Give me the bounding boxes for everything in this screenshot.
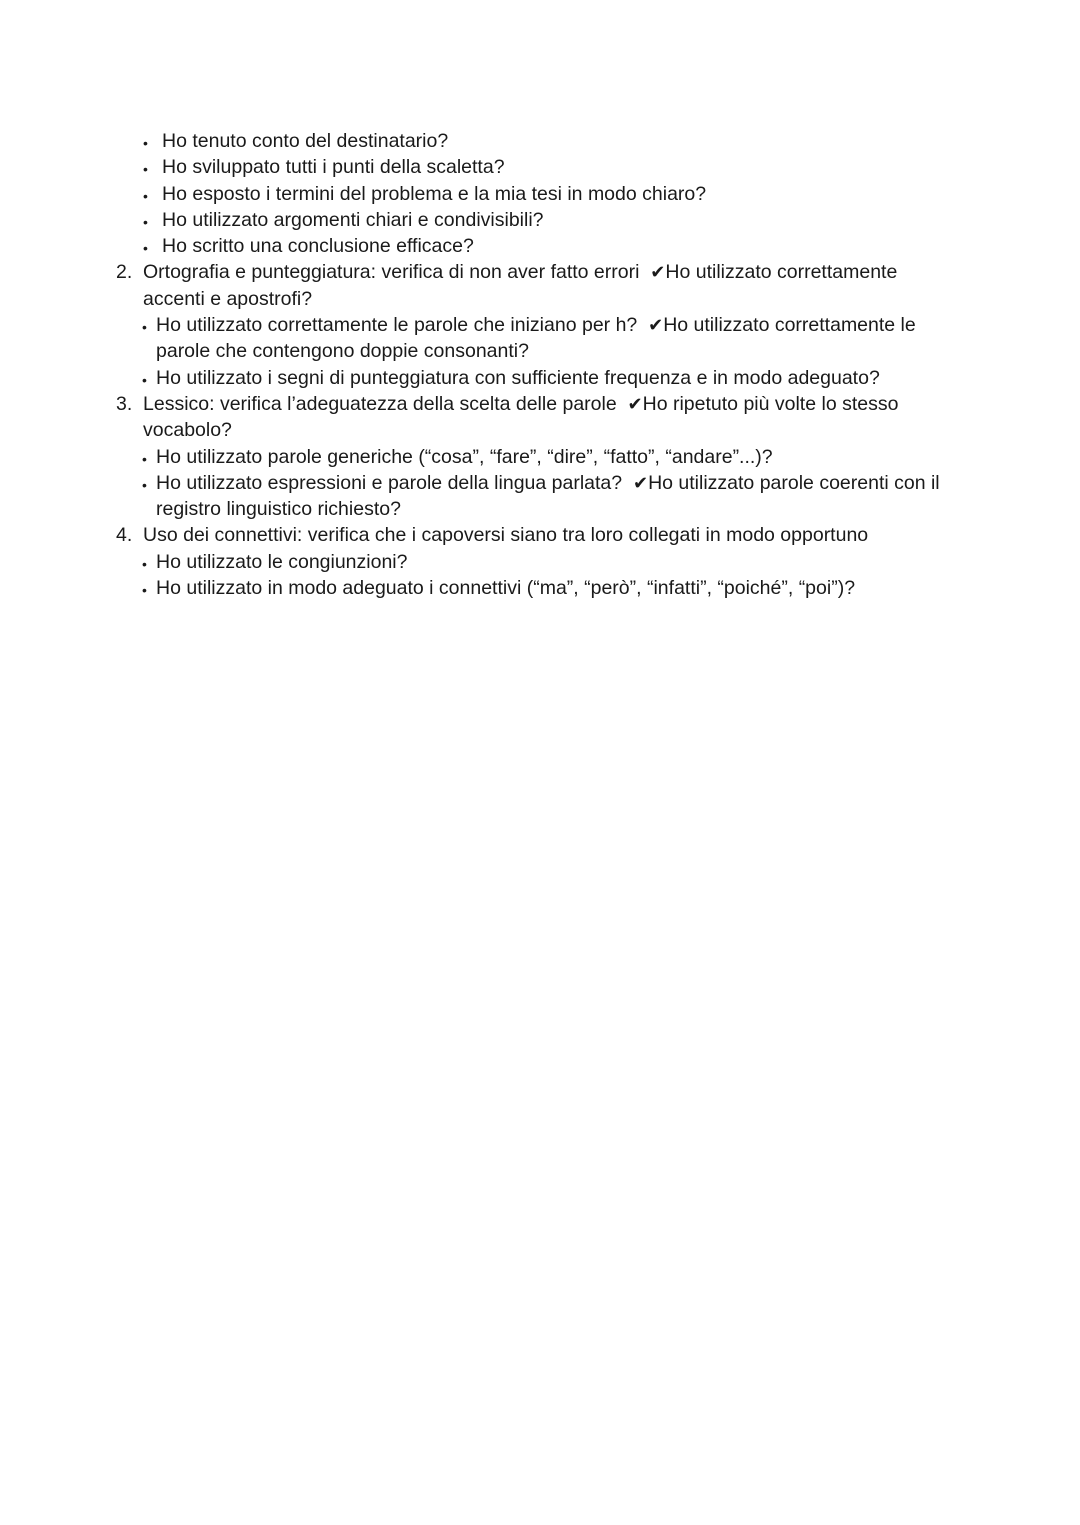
list-item: [0, 575, 1080, 601]
checklist-question: Ho utilizzato correttamente le: [663, 314, 916, 337]
list-item-text: Ho utilizzato parole generiche (“cosa”, “fare”, “dire”, “fatto”, “andare”...)?: [156, 445, 773, 468]
list-item: [0, 312, 1080, 338]
list-item: [0, 549, 1080, 575]
checklist-question: Ho utilizzato correttamente: [665, 261, 898, 284]
checkmark-icon: ✔: [650, 262, 666, 284]
list-item: [0, 233, 1080, 259]
list-item: [0, 181, 1080, 207]
list-item-text: [156, 312, 916, 339]
checklist-question: Ho utilizzato correttamente le parole che iniziano per h?: [156, 314, 638, 337]
list-item: [0, 470, 1080, 496]
list-item-text: Ho scritto una conclusione efficace?: [162, 235, 474, 258]
list-item-text: parole che contengono doppie consonanti?: [156, 340, 529, 363]
list-item-text: Ho tenuto conto del destinatario?: [162, 130, 449, 152]
list-item-text: Ho sviluppato tutti i punti della scaletta?: [162, 156, 505, 179]
bullet-icon: •: [143, 135, 148, 151]
item-text: Uso dei connettivi: verifica che i capoversi siano tra loro collegati in modo opportuno: [143, 524, 869, 547]
checklist: [0, 128, 1080, 601]
list-item-text: Ho utilizzato i segni di punteggiatura con sufficiente frequenza e in modo adeguato?: [156, 366, 880, 389]
item-number: 3.: [116, 392, 133, 415]
checkmark-icon: ✔: [648, 315, 664, 337]
numbered-item-4: [0, 522, 1080, 548]
list-item: [0, 128, 1080, 154]
bullet-icon: •: [143, 161, 148, 178]
list-item-text: [156, 470, 940, 497]
bullet-icon: •: [142, 450, 147, 467]
checkmark-icon: ✔: [627, 393, 643, 415]
item-text: vocabolo?: [143, 419, 232, 442]
list-item: [0, 365, 1080, 391]
item-text: [143, 259, 897, 286]
list-item-continuation: [0, 338, 1080, 364]
bullet-icon: •: [142, 582, 147, 599]
checklist-question: Ho ripetuto più volte lo stesso: [642, 392, 899, 415]
list-item-text: Ho utilizzato argomenti chiari e condivisibili?: [162, 208, 544, 231]
item-number: 2.: [116, 261, 133, 284]
bullet-icon: •: [142, 476, 147, 493]
checklist-question: Ho utilizzato parole coerenti con il: [648, 471, 940, 494]
bullet-icon: •: [142, 371, 147, 388]
bullet-icon: •: [143, 213, 148, 230]
item-text: accenti e apostrofi?: [143, 287, 313, 310]
numbered-item-3: [0, 391, 1080, 417]
numbered-item-2: [0, 259, 1080, 285]
list-item: [0, 444, 1080, 470]
bullet-icon: •: [143, 240, 148, 257]
checkmark-icon: ✔: [632, 472, 649, 494]
numbered-item-2-continuation: [0, 286, 1080, 312]
list-item-text: registro linguistico richiesto?: [156, 498, 401, 521]
item-heading: Ortografia e punteggiatura: verifica di non aver fatto errori: [143, 261, 640, 284]
list-item-text: Ho esposto i termini del problema e la mia tesi in modo chiaro?: [162, 182, 707, 205]
bullet-icon: •: [142, 319, 147, 336]
item-heading: Lessico: verifica l’adeguatezza della scelta delle parole: [143, 392, 617, 415]
list-item: [0, 154, 1080, 180]
list-item-continuation: [0, 496, 1080, 522]
bullet-icon: •: [143, 187, 148, 204]
list-item-text: Ho utilizzato le congiunzioni?: [156, 550, 408, 573]
numbered-item-3-continuation: [0, 417, 1080, 443]
item-text: [143, 391, 898, 418]
checklist-question: Ho utilizzato espressioni e parole della lingua parlata?: [156, 471, 623, 494]
item-number: 4.: [116, 524, 133, 547]
list-item-text: Ho utilizzato in modo adeguato i connettivi (“ma”, “però”, “infatti”, “poiché”, “poi”)?: [156, 577, 856, 600]
list-item: [0, 207, 1080, 233]
bullet-icon: •: [142, 555, 147, 572]
